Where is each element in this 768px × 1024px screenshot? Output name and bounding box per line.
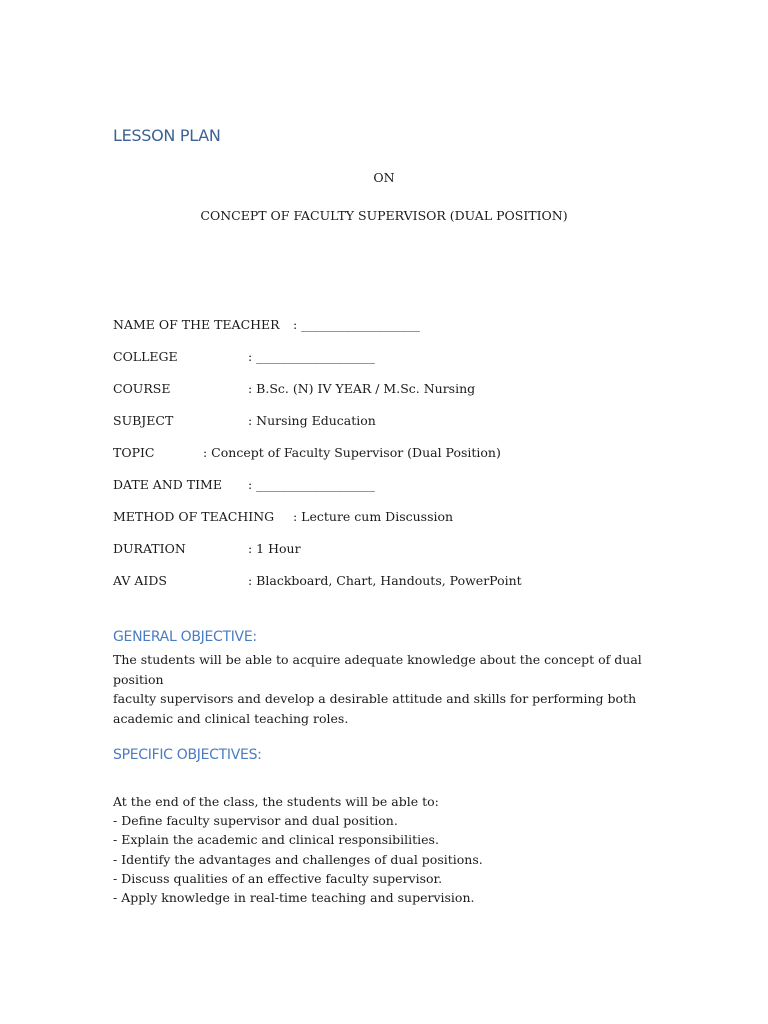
field-value: : Lecture cum Discussion — [293, 509, 454, 524]
field-label: DATE AND TIME — [113, 477, 222, 492]
field-date-time — [113, 477, 375, 492]
field-label: NAME OF THE TEACHER — [113, 317, 280, 332]
list-item: - Define faculty supervisor and dual position. — [113, 813, 398, 828]
field-label: DURATION — [113, 541, 186, 556]
field-value: : Blackboard, Chart, Handouts, PowerPoint — [248, 573, 522, 588]
document-title: LESSON PLAN — [113, 126, 221, 145]
general-objective-heading: GENERAL OBJECTIVE: — [113, 629, 257, 645]
list-item: - Apply knowledge in real-time teaching and supervision. — [113, 890, 475, 906]
list-item: - Identify the advantages and challenges of dual positions. — [113, 851, 483, 867]
field-value: : ___________________ — [248, 349, 375, 364]
paragraph-line: The students will be able to acquire adequate knowledge about the concept of dual position — [113, 652, 642, 687]
field-topic — [113, 445, 501, 460]
field-college — [113, 349, 375, 364]
paragraph-line: academic and clinical teaching roles. — [113, 710, 349, 726]
list-item: - Explain the academic and clinical responsibilities. — [113, 832, 439, 848]
field-teacher-name — [113, 317, 420, 332]
general-objective-text — [113, 650, 673, 728]
field-value: : Nursing Education — [248, 413, 376, 428]
field-label: TOPIC — [113, 445, 155, 460]
specific-objectives-heading: SPECIFIC OBJECTIVES: — [113, 747, 262, 763]
field-value: : ___________________ — [248, 477, 375, 492]
field-subject — [113, 413, 376, 428]
field-value: : B.Sc. (N) IV YEAR / M.Sc. Nursing — [248, 381, 476, 396]
field-duration — [113, 541, 301, 556]
field-value: : ___________________ — [293, 317, 420, 332]
field-course — [113, 381, 476, 396]
field-value: : Concept of Faculty Supervisor (Dual Position) — [203, 445, 501, 460]
field-label: COURSE — [113, 381, 171, 396]
specific-objectives-intro: At the end of the class, the students will be able to: — [113, 794, 439, 809]
on-line: ON — [373, 170, 395, 185]
specific-objectives-list — [113, 811, 483, 907]
paragraph-line: faculty supervisors and develop a desirable attitude and skills for performing both — [113, 691, 637, 706]
field-av-aids — [113, 573, 522, 588]
list-item: - Discuss qualities of an effective faculty supervisor. — [113, 870, 443, 886]
field-label: METHOD OF TEACHING — [113, 509, 275, 524]
field-value: : 1 Hour — [248, 541, 301, 556]
field-label: SUBJECT — [113, 413, 174, 428]
field-method — [113, 509, 454, 524]
field-label: AV AIDS — [113, 573, 167, 588]
field-label: COLLEGE — [113, 349, 178, 364]
topic-title: CONCEPT OF FACULTY SUPERVISOR (DUAL POSITION) — [200, 208, 568, 223]
